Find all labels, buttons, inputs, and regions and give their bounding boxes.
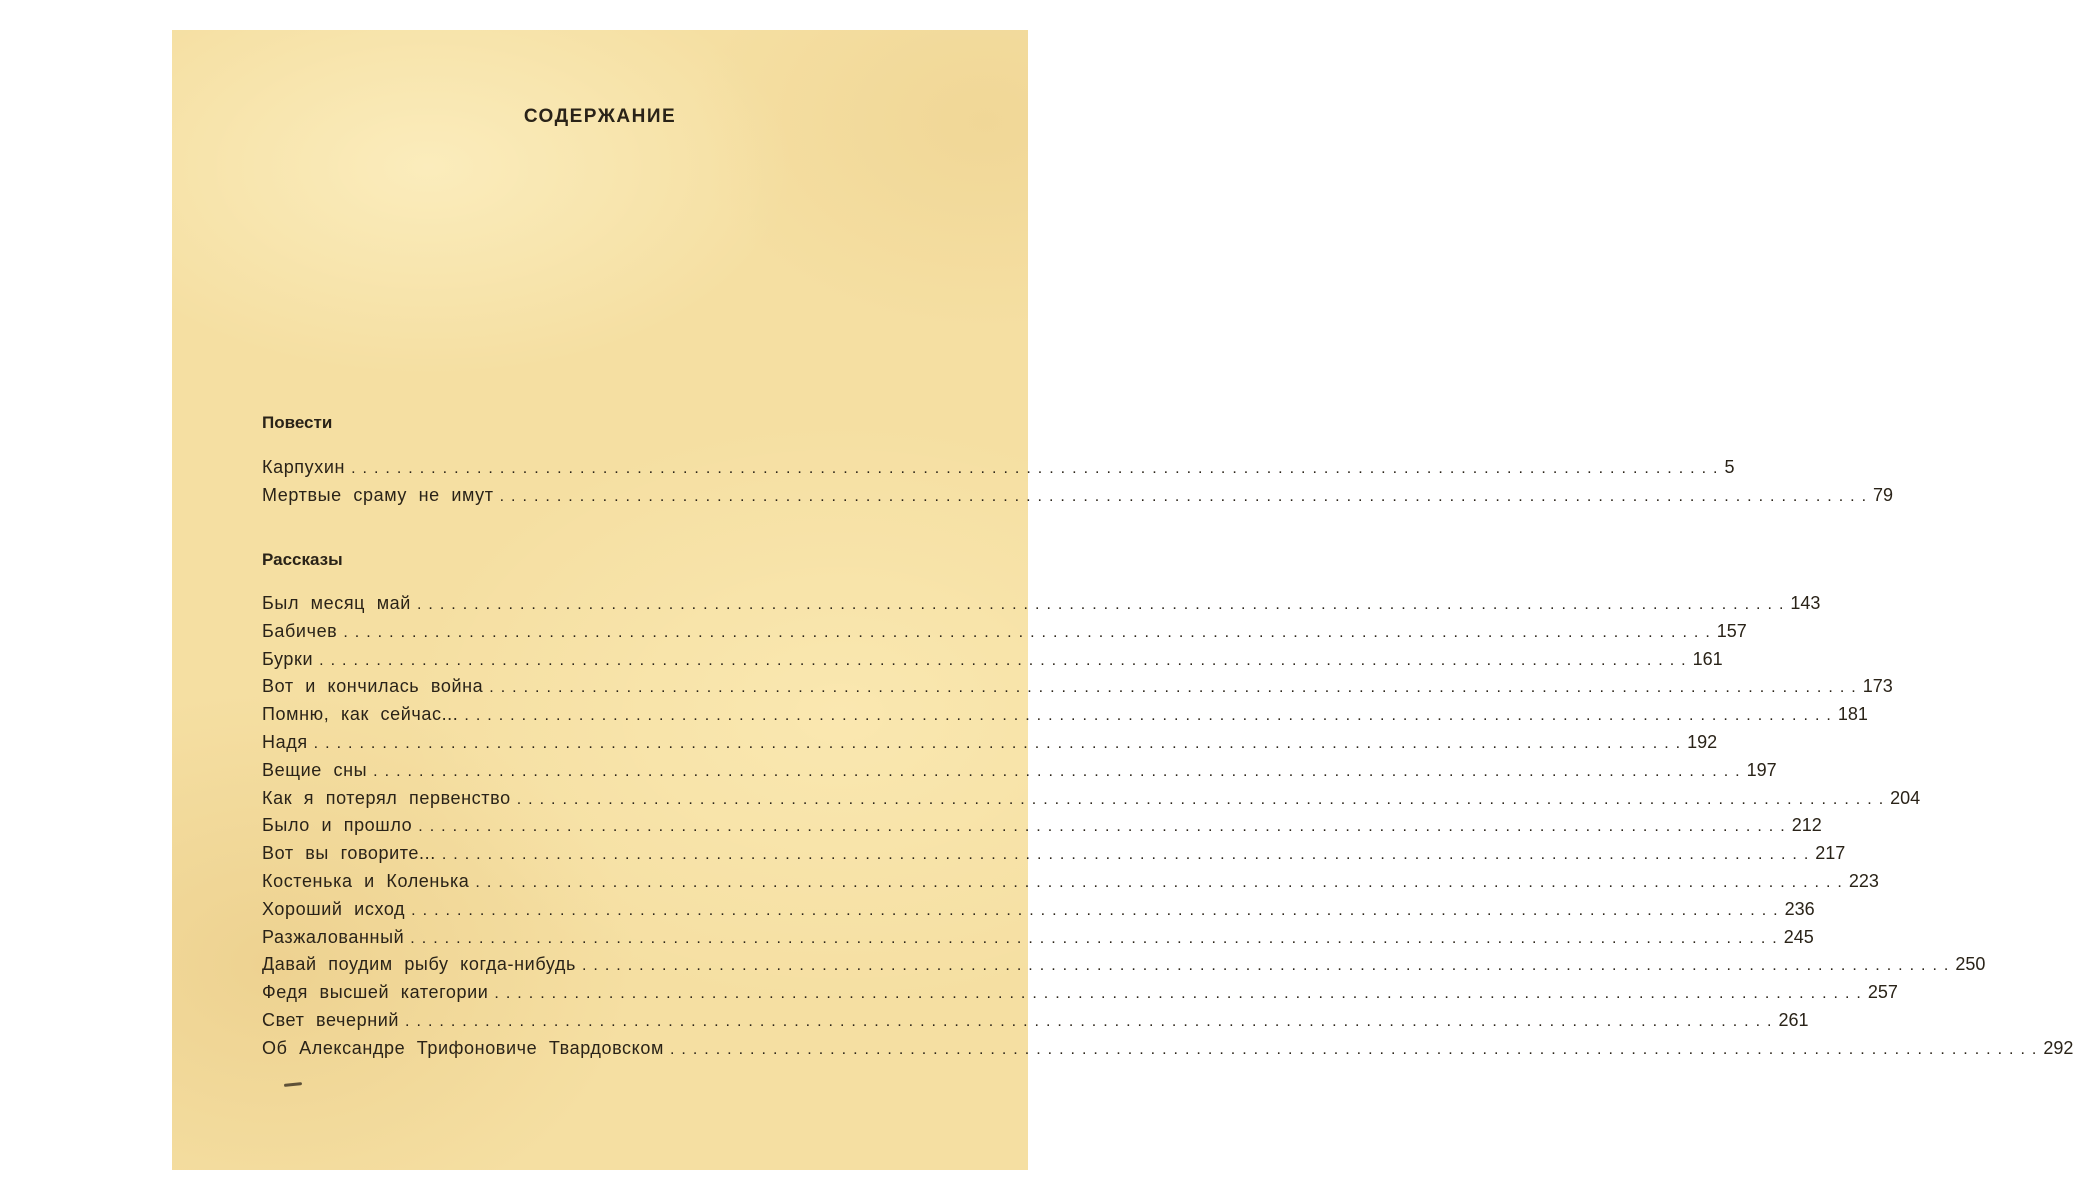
toc-entry-page-number: 212: [1791, 815, 1822, 836]
toc-entry-page-number: 79: [1873, 484, 1894, 505]
dot-leader: ........................................................................................................................: [489, 679, 1863, 697]
toc-entry: [262, 644, 1723, 670]
toc-entry-title: Помню, как сейчас...: [262, 704, 459, 725]
toc-entry-page-number: 292: [2043, 1037, 2073, 1058]
toc-entry: [262, 1033, 2073, 1059]
toc-entry: [262, 671, 1893, 697]
toc-entry-title: Костенька и Коленька: [262, 871, 470, 891]
dot-leader: ........................................................................................................................: [373, 762, 1747, 780]
toc-entry-page-number: 192: [1687, 732, 1718, 752]
dot-leader: ........................................................................................................................: [669, 1040, 2044, 1058]
toc-entry-title: Как я потерял первенство: [262, 787, 511, 808]
dot-leader: ........................................................................................................................: [319, 651, 1693, 669]
toc-entry-title: Мертвые сраму не имут: [262, 484, 494, 505]
toc-entry: [262, 755, 1777, 781]
dot-leader: ........................................................................................................................: [581, 957, 1956, 975]
toc-entry: [262, 452, 1735, 478]
toc-entry: [262, 588, 1821, 614]
toc-entry-page-number: 250: [1955, 954, 1986, 975]
toc-entry: [262, 838, 1846, 864]
dot-leader: ........................................................................................................................: [343, 623, 1717, 641]
toc-entry: [262, 922, 1814, 948]
dot-leader: ........................................................................................................................: [441, 846, 1816, 864]
section-heading-rasskazy: Рассказы: [262, 550, 343, 569]
dot-leader: ........................................................................................................................: [418, 818, 1792, 836]
toc-entry-title: Вот вы говорите...: [262, 843, 436, 864]
toc-entry: [262, 1005, 1809, 1031]
dot-leader: ........................................................................................................................: [416, 596, 1791, 613]
section-heading-povesti: Повести: [262, 413, 333, 432]
toc-entry-title: Вещие сны: [262, 759, 368, 780]
dot-leader: ........................................................................................................................: [475, 874, 1849, 891]
toc-entry: [262, 727, 1718, 753]
toc-entry: [262, 894, 1815, 920]
toc-entry-page-number: 204: [1890, 787, 1921, 808]
toc-entry-title: Надя: [262, 732, 308, 752]
toc-entry: [262, 783, 1921, 809]
toc-entry-page-number: 217: [1815, 843, 1846, 864]
toc-entry-page-number: 257: [1867, 982, 1898, 1003]
toc-entry-title: Свет вечерний: [262, 1010, 400, 1030]
toc-entry-title: Хороший исход: [262, 898, 406, 919]
dot-leader: ........................................................................................................................: [411, 901, 1785, 919]
toc-entry-page-number: 157: [1716, 620, 1747, 641]
toc-entry-page-number: 173: [1862, 676, 1893, 697]
toc-entry-title: Карпухин: [262, 457, 346, 477]
toc-entry-page-number: 261: [1778, 1010, 1809, 1030]
toc-entry-page-number: 161: [1692, 648, 1723, 669]
dot-leader: ........................................................................................................................: [410, 929, 1784, 947]
dot-leader: ........................................................................................................................: [351, 460, 1725, 477]
toc-entry-title: Вот и кончилась война: [262, 676, 484, 697]
dot-leader: ........................................................................................................................: [499, 487, 1874, 505]
toc-entry-page-number: 181: [1837, 704, 1868, 725]
toc-entry-title: Был месяц май: [262, 593, 411, 613]
toc-entry: [262, 616, 1747, 642]
toc-entry-page-number: 197: [1746, 759, 1777, 780]
toc-entry: [262, 699, 1868, 725]
ink-mark: [284, 1082, 302, 1087]
toc-entry-title: Разжалованный: [262, 926, 405, 947]
toc-entry-title: Об Александре Трифоновиче Твардовском: [262, 1037, 664, 1058]
dot-leader: ........................................................................................................................: [494, 985, 1868, 1003]
dot-leader: ........................................................................................................................: [464, 707, 1838, 725]
dot-leader: ........................................................................................................................: [313, 735, 1688, 752]
toc-entry-title: Бурки: [262, 648, 314, 669]
toc-entry-title: Было и прошло: [262, 815, 413, 836]
toc-entry: [262, 949, 1986, 975]
toc-entry-page-number: 245: [1783, 926, 1814, 947]
toc-entry: [262, 866, 1879, 892]
book-page: [172, 30, 2073, 1170]
toc-entry-page-number: 236: [1784, 898, 1815, 919]
toc-entry-title: Бабичев: [262, 620, 338, 641]
toc-entry-page-number: 143: [1790, 593, 1821, 613]
toc-entry: [262, 810, 1822, 836]
toc-entry: [262, 480, 1894, 506]
toc-entry-title: Давай поудим рыбу когда-нибудь: [262, 954, 576, 975]
toc-entry: [262, 977, 1898, 1003]
dot-leader: ........................................................................................................................: [516, 790, 1891, 808]
toc-entry-page-number: 223: [1848, 871, 1879, 891]
page-title: СОДЕРЖАНИЕ: [523, 106, 677, 127]
dot-leader: ........................................................................................................................: [405, 1013, 1779, 1030]
toc-entry-title: Федя высшей категории: [262, 982, 489, 1003]
toc-entry-page-number: 5: [1724, 457, 1735, 477]
